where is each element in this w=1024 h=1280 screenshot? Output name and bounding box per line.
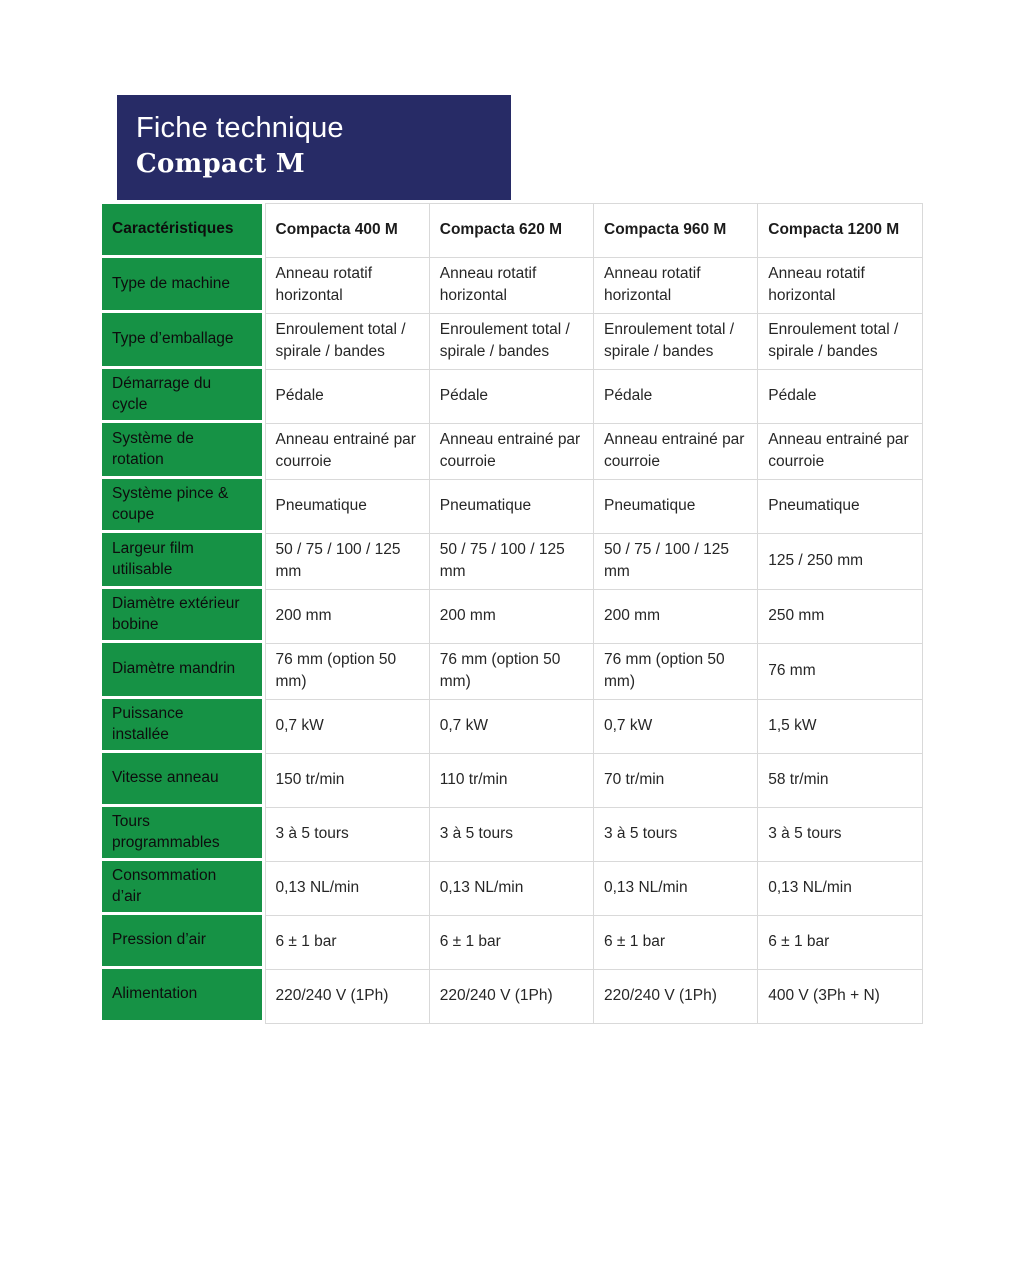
row-label: Consommation d’air [102, 861, 262, 912]
spec-value: 0,13 NL/min [758, 861, 922, 915]
spec-row [102, 699, 922, 753]
spec-row [102, 369, 922, 423]
spec-value: 6 ± 1 bar [758, 915, 922, 969]
spec-value: Pédale [265, 369, 429, 423]
spec-value: 6 ± 1 bar [265, 915, 429, 969]
spec-value: Pneumatique [429, 479, 593, 533]
spec-value: 0,13 NL/min [265, 861, 429, 915]
column-header-compacta-960m: Compacta 960 M [594, 204, 758, 258]
spec-value: 50 / 75 / 100 / 125 mm [265, 533, 429, 589]
row-label-cell [102, 699, 265, 753]
spec-value: Anneau rotatif horizontal [758, 258, 922, 314]
spec-row [102, 258, 922, 314]
row-label-cell [102, 533, 265, 589]
row-label: Système pince & coupe [102, 479, 262, 530]
spec-value: 0,7 kW [265, 699, 429, 753]
spec-value: 3 à 5 tours [594, 807, 758, 861]
spec-row [102, 861, 922, 915]
spec-value: 50 / 75 / 100 / 125 mm [594, 533, 758, 589]
spec-value: 220/240 V (1Ph) [265, 969, 429, 1023]
row-label-cell [102, 369, 265, 423]
spec-value: 0,7 kW [429, 699, 593, 753]
spec-value: Enroulement total / spirale / bandes [594, 313, 758, 369]
spec-value: Pédale [429, 369, 593, 423]
spec-row [102, 313, 922, 369]
spec-row [102, 915, 922, 969]
spec-value: 3 à 5 tours [429, 807, 593, 861]
spec-value: Pédale [758, 369, 922, 423]
column-header-compacta-400m: Compacta 400 M [265, 204, 429, 258]
row-label: Type d’emballage [102, 313, 262, 366]
spec-value: 200 mm [429, 589, 593, 643]
table-header-row [102, 204, 922, 258]
spec-value: 6 ± 1 bar [594, 915, 758, 969]
spec-value: 0,7 kW [594, 699, 758, 753]
row-label: Diamètre mandrin [102, 643, 262, 696]
title-card [117, 95, 511, 200]
spec-value: 0,13 NL/min [429, 861, 593, 915]
spec-value: 70 tr/min [594, 753, 758, 807]
spec-value: Anneau entrainé par courroie [758, 423, 922, 479]
spec-value: Pneumatique [758, 479, 922, 533]
row-label-cell [102, 313, 265, 369]
spec-value: Pneumatique [594, 479, 758, 533]
product-name: Compact M [136, 149, 305, 180]
spec-value: Enroulement total / spirale / bandes [265, 313, 429, 369]
spec-value: Anneau rotatif horizontal [265, 258, 429, 314]
spec-row [102, 533, 922, 589]
row-label: Diamètre extérieur bobine [102, 589, 262, 640]
row-label: Alimentation [102, 969, 262, 1020]
row-label-cell [102, 479, 265, 533]
row-label: Puissance installée [102, 699, 262, 750]
column-header-compacta-1200m: Compacta 1200 M [758, 204, 922, 258]
spec-value: Anneau entrainé par courroie [429, 423, 593, 479]
document-title: Fiche technique [136, 112, 344, 144]
spec-row [102, 969, 922, 1023]
spec-value: 76 mm (option 50 mm) [594, 643, 758, 699]
spec-value: 3 à 5 tours [758, 807, 922, 861]
spec-value: 200 mm [265, 589, 429, 643]
spec-row [102, 807, 922, 861]
spec-row [102, 479, 922, 533]
spec-value: 3 à 5 tours [265, 807, 429, 861]
spec-value: Enroulement total / spirale / bandes [429, 313, 593, 369]
spec-value: 1,5 kW [758, 699, 922, 753]
spec-value: 200 mm [594, 589, 758, 643]
spec-value: Pneumatique [265, 479, 429, 533]
spec-value: Anneau entrainé par courroie [265, 423, 429, 479]
spec-row [102, 753, 922, 807]
spec-row [102, 423, 922, 479]
spec-value: Anneau rotatif horizontal [429, 258, 593, 314]
spec-value: 76 mm (option 50 mm) [265, 643, 429, 699]
spec-table-container [102, 203, 922, 1024]
spec-value: 400 V (3Ph + N) [758, 969, 922, 1023]
spec-value: 250 mm [758, 589, 922, 643]
spec-value: 125 / 250 mm [758, 533, 922, 589]
spec-value: 110 tr/min [429, 753, 593, 807]
row-label: Pression d’air [102, 915, 262, 966]
corner-header-cell [102, 204, 265, 258]
corner-header-label: Caractéristiques [102, 204, 262, 255]
row-label: Vitesse anneau [102, 753, 262, 804]
row-label: Type de machine [102, 258, 262, 311]
column-header-compacta-620m: Compacta 620 M [429, 204, 593, 258]
spec-value: 58 tr/min [758, 753, 922, 807]
spec-value: Anneau entrainé par courroie [594, 423, 758, 479]
row-label-cell [102, 753, 265, 807]
row-label-cell [102, 423, 265, 479]
spec-value: 220/240 V (1Ph) [429, 969, 593, 1023]
row-label-cell [102, 861, 265, 915]
row-label: Largeur film utilisable [102, 533, 262, 586]
spec-value: 76 mm [758, 643, 922, 699]
row-label-cell [102, 643, 265, 699]
spec-value: 0,13 NL/min [594, 861, 758, 915]
spec-value: 50 / 75 / 100 / 125 mm [429, 533, 593, 589]
spec-row [102, 589, 922, 643]
spec-table [102, 203, 923, 1024]
spec-value: 220/240 V (1Ph) [594, 969, 758, 1023]
spec-value: 150 tr/min [265, 753, 429, 807]
row-label-cell [102, 589, 265, 643]
spec-value: 76 mm (option 50 mm) [429, 643, 593, 699]
row-label-cell [102, 969, 265, 1023]
row-label-cell [102, 258, 265, 314]
row-label: Système de rotation [102, 423, 262, 476]
spec-value: 6 ± 1 bar [429, 915, 593, 969]
row-label: Tours programmables [102, 807, 262, 858]
spec-value: Pédale [594, 369, 758, 423]
row-label-cell [102, 807, 265, 861]
spec-row [102, 643, 922, 699]
row-label: Démarrage du cycle [102, 369, 262, 420]
spec-value: Anneau rotatif horizontal [594, 258, 758, 314]
spec-value: Enroulement total / spirale / bandes [758, 313, 922, 369]
row-label-cell [102, 915, 265, 969]
